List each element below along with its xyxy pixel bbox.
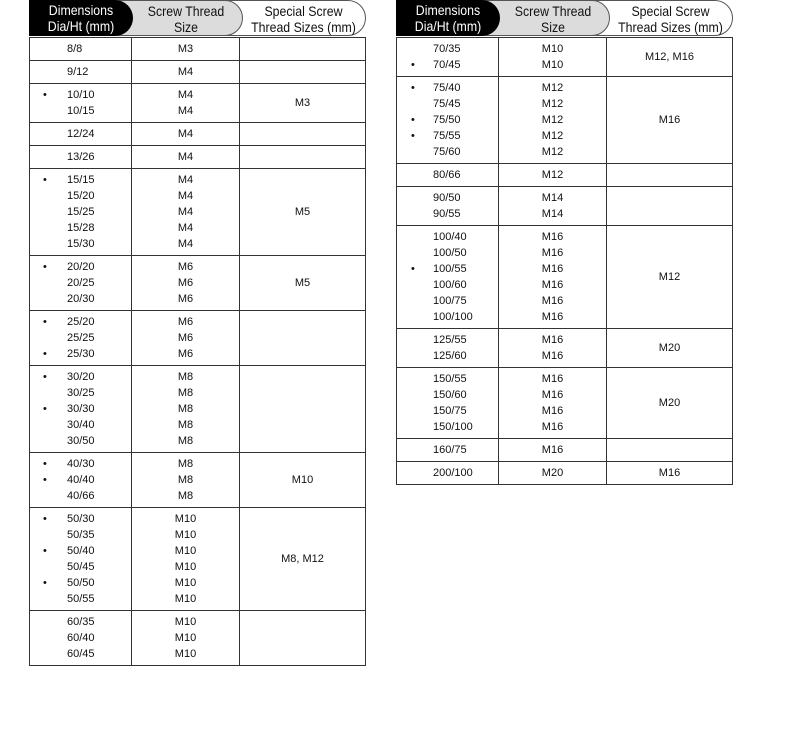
table-body (29, 37, 366, 666)
bullet-icon: • (43, 545, 47, 557)
thread-size-cell (132, 256, 240, 310)
special-thread-value: M16 (658, 114, 681, 126)
dimension-text: 30/20 (67, 371, 95, 383)
thread-size-value: M4 (177, 222, 194, 234)
dimension-text: 80/66 (433, 169, 461, 181)
special-thread-value: M16 (658, 467, 681, 479)
bullet-icon: • (411, 263, 415, 275)
dimension-value (397, 245, 498, 261)
thread-size-value: M8 (177, 490, 194, 502)
special-thread-value: M5 (294, 277, 311, 289)
special-thread-cell (607, 164, 732, 186)
dimension-text: 9/12 (67, 66, 89, 78)
dimension-value (397, 96, 498, 112)
dimension-text: 75/60 (433, 146, 461, 158)
dimension-value (30, 149, 131, 165)
dimension-cell (30, 453, 132, 507)
special-thread-value: M20 (658, 397, 681, 409)
thread-size-value: M16 (541, 405, 564, 417)
dimension-value (397, 112, 498, 128)
dimension-text: 40/30 (67, 458, 95, 470)
header-dimensions: Dimensions Dia/Ht (mm) (396, 0, 500, 36)
table-row-group (30, 255, 365, 310)
thread-size-cell (132, 453, 240, 507)
special-thread-cell (240, 169, 365, 255)
thread-size-value: M14 (541, 192, 564, 204)
dimension-text: 150/55 (433, 373, 467, 385)
dimension-text: 10/15 (67, 105, 95, 117)
dimension-value (30, 559, 131, 575)
special-thread-value: M10 (291, 474, 314, 486)
dimension-value (30, 275, 131, 291)
thread-size-value: M8 (177, 403, 194, 415)
dimension-text: 15/15 (67, 174, 95, 186)
dimension-value (30, 220, 131, 236)
bullet-icon: • (43, 261, 47, 273)
special-thread-cell (607, 77, 732, 163)
dimension-text: 125/55 (433, 334, 467, 346)
thread-size-value: M6 (177, 293, 194, 305)
dimension-text: 25/20 (67, 316, 95, 328)
dimension-value (397, 229, 498, 245)
bullet-icon: • (411, 82, 415, 94)
dimension-text: 70/35 (433, 43, 461, 55)
thread-size-value: M16 (541, 295, 564, 307)
dimension-value (397, 293, 498, 309)
dimension-value (30, 346, 131, 362)
thread-size-value: M4 (177, 89, 194, 101)
dimension-cell (397, 368, 499, 438)
thread-size-value: M10 (174, 648, 197, 660)
special-thread-cell (607, 187, 732, 225)
dimension-value (30, 401, 131, 417)
bullet-icon: • (43, 513, 47, 525)
thread-size-value: M16 (541, 389, 564, 401)
thread-size-value: M10 (174, 513, 197, 525)
thread-size-value: M12 (541, 82, 564, 94)
bullet-icon: • (43, 348, 47, 360)
dimension-value (30, 314, 131, 330)
header-special-thread-sizes: Special Screw Thread Sizes (mm) (592, 0, 733, 36)
dimension-value (397, 277, 498, 293)
dimension-value (30, 236, 131, 252)
thread-size-value: M4 (177, 128, 194, 140)
thread-size-cell (132, 611, 240, 665)
dimension-text: 125/60 (433, 350, 467, 362)
thread-size-value: M10 (541, 43, 564, 55)
thread-size-cell (132, 123, 240, 145)
thread-size-value: M4 (177, 105, 194, 117)
dimension-value (30, 433, 131, 449)
thread-size-value: M14 (541, 208, 564, 220)
thread-size-cell (132, 61, 240, 83)
dimension-value (397, 167, 498, 183)
header-dimensions: Dimensions Dia/Ht (mm) (29, 0, 133, 36)
bullet-icon: • (43, 89, 47, 101)
thread-size-value: M20 (541, 467, 564, 479)
dimension-text: 15/20 (67, 190, 95, 202)
dimension-cell (30, 508, 132, 610)
dimension-text: 100/50 (433, 247, 467, 259)
thread-size-cell (499, 368, 607, 438)
dimension-value (397, 442, 498, 458)
dimension-value (397, 371, 498, 387)
table-row-group (30, 507, 365, 610)
thread-size-value: M12 (541, 130, 564, 142)
bullet-icon: • (411, 59, 415, 71)
header-screw-thread-size: Screw Thread Size (482, 0, 610, 36)
thread-size-value: M12 (541, 169, 564, 181)
dimension-text: 50/55 (67, 593, 95, 605)
thread-size-value: M4 (177, 238, 194, 250)
dimension-text: 100/75 (433, 295, 467, 307)
dimension-text: 15/28 (67, 222, 95, 234)
dimension-text: 60/35 (67, 616, 95, 628)
dimension-cell (30, 256, 132, 310)
dimension-value (30, 488, 131, 504)
thread-size-value: M6 (177, 348, 194, 360)
thread-size-value: M6 (177, 277, 194, 289)
table-row-group (397, 438, 732, 461)
dimension-cell (30, 169, 132, 255)
thread-size-cell (132, 169, 240, 255)
dimension-text: 50/35 (67, 529, 95, 541)
table-row-group (397, 461, 732, 484)
dimension-value (397, 403, 498, 419)
thread-size-cell (499, 439, 607, 461)
thread-size-value: M10 (174, 545, 197, 557)
table-row-group (397, 186, 732, 225)
thread-size-cell (132, 38, 240, 60)
thread-size-value: M12 (541, 146, 564, 158)
thread-size-value: M10 (174, 561, 197, 573)
thread-size-value: M8 (177, 458, 194, 470)
dimension-text: 70/45 (433, 59, 461, 71)
dimension-text: 75/50 (433, 114, 461, 126)
thread-size-cell (499, 77, 607, 163)
thread-size-value: M10 (174, 616, 197, 628)
dimension-text: 15/25 (67, 206, 95, 218)
table-row-group (397, 367, 732, 438)
dimension-value (30, 646, 131, 662)
dimension-value (397, 419, 498, 435)
dimension-text: 50/50 (67, 577, 95, 589)
thread-size-value: M8 (177, 435, 194, 447)
thread-size-cell (132, 311, 240, 365)
dimension-text: 12/24 (67, 128, 95, 140)
table-row-group (30, 365, 365, 452)
thread-size-value: M16 (541, 444, 564, 456)
dimension-text: 25/30 (67, 348, 95, 360)
dimension-value (397, 465, 498, 481)
special-thread-cell (607, 462, 732, 484)
special-thread-cell (240, 84, 365, 122)
dimension-text: 75/40 (433, 82, 461, 94)
dimension-text: 75/55 (433, 130, 461, 142)
bullet-icon: • (411, 130, 415, 142)
dimension-value (397, 144, 498, 160)
dimension-value (397, 80, 498, 96)
dimension-cell (397, 439, 499, 461)
dimension-text: 30/50 (67, 435, 95, 447)
thread-size-value: M16 (541, 350, 564, 362)
dimension-text: 13/26 (67, 151, 95, 163)
special-thread-cell (607, 439, 732, 461)
dimension-cell (397, 329, 499, 367)
dimension-text: 75/45 (433, 98, 461, 110)
special-thread-value: M12 (658, 271, 681, 283)
thread-size-value: M10 (174, 593, 197, 605)
dimension-text: 40/40 (67, 474, 95, 486)
dimension-cell (397, 164, 499, 186)
table-row-group (30, 122, 365, 145)
dimension-cell (30, 611, 132, 665)
dimension-text: 20/25 (67, 277, 95, 289)
thread-size-cell (499, 329, 607, 367)
dimension-text: 8/8 (67, 43, 83, 55)
special-thread-value: M8, M12 (281, 553, 324, 565)
special-thread-cell (240, 123, 365, 145)
dimension-cell (397, 187, 499, 225)
thread-size-value: M8 (177, 371, 194, 383)
table-row-group (30, 168, 365, 255)
dimension-cell (397, 462, 499, 484)
dimension-text: 60/45 (67, 648, 95, 660)
special-thread-cell (607, 226, 732, 328)
special-thread-cell (607, 368, 732, 438)
dimension-cell (30, 61, 132, 83)
special-thread-cell (240, 366, 365, 452)
thread-size-value: M16 (541, 334, 564, 346)
dimension-text: 50/30 (67, 513, 95, 525)
thread-size-value: M12 (541, 98, 564, 110)
header-special-thread-sizes: Special Screw Thread Sizes (mm) (225, 0, 366, 36)
dimension-cell (397, 226, 499, 328)
special-thread-cell (240, 453, 365, 507)
dimension-text: 50/40 (67, 545, 95, 557)
bullet-icon: • (43, 174, 47, 186)
dimension-value (397, 348, 498, 364)
dimension-value (30, 417, 131, 433)
thread-size-value: M4 (177, 174, 194, 186)
thread-size-cell (499, 187, 607, 225)
dimension-cell (30, 38, 132, 60)
thread-size-cell (499, 226, 607, 328)
table-row-group (30, 310, 365, 365)
dimension-text: 160/75 (433, 444, 467, 456)
dimension-cell (30, 146, 132, 168)
special-thread-value: M3 (294, 97, 311, 109)
dimension-value (397, 128, 498, 144)
thread-size-value: M6 (177, 332, 194, 344)
thread-size-value: M16 (541, 311, 564, 323)
dimension-text: 90/55 (433, 208, 461, 220)
thread-size-value: M16 (541, 231, 564, 243)
special-thread-cell (240, 38, 365, 60)
dimension-value (30, 259, 131, 275)
thread-size-value: M3 (177, 43, 194, 55)
table-row-group (30, 452, 365, 507)
dimension-text: 150/75 (433, 405, 467, 417)
dimension-text: 200/100 (433, 467, 473, 479)
thread-size-cell (499, 462, 607, 484)
dimension-value (397, 206, 498, 222)
thread-size-value: M8 (177, 474, 194, 486)
special-thread-value: M20 (658, 342, 681, 354)
dimension-value (397, 332, 498, 348)
thread-size-cell (132, 366, 240, 452)
table-row-group (397, 328, 732, 367)
dimension-value (30, 575, 131, 591)
thread-size-cell (132, 508, 240, 610)
thread-size-value: M6 (177, 316, 194, 328)
header-screw-thread-size: Screw Thread Size (115, 0, 243, 36)
bullet-icon: • (411, 114, 415, 126)
dimension-value (30, 103, 131, 119)
thread-size-value: M16 (541, 421, 564, 433)
thread-size-value: M10 (174, 529, 197, 541)
dimension-value (30, 87, 131, 103)
special-thread-cell (240, 256, 365, 310)
dimension-cell (30, 311, 132, 365)
dimension-cell (30, 366, 132, 452)
dimension-value (397, 190, 498, 206)
dimension-value (397, 41, 498, 57)
dimension-value (30, 543, 131, 559)
dimension-value (397, 261, 498, 277)
dimension-value (30, 527, 131, 543)
thread-size-cell (132, 84, 240, 122)
table-header (29, 0, 366, 37)
dimension-value (30, 472, 131, 488)
dimension-text: 100/100 (433, 311, 473, 323)
table-row-group (30, 610, 365, 665)
dimension-cell (397, 38, 499, 76)
dimension-cell (30, 84, 132, 122)
thread-size-value: M4 (177, 206, 194, 218)
special-thread-value: M12, M16 (645, 51, 694, 63)
table-row-group (397, 225, 732, 328)
thread-size-value: M4 (177, 151, 194, 163)
thread-size-value: M16 (541, 263, 564, 275)
dimension-text: 15/30 (67, 238, 95, 250)
table-row-group (30, 145, 365, 168)
dimension-value (30, 591, 131, 607)
special-thread-cell (607, 329, 732, 367)
table-row-group (397, 76, 732, 163)
bullet-icon: • (43, 403, 47, 415)
dimension-value (397, 57, 498, 73)
thread-size-value: M6 (177, 261, 194, 273)
thread-size-value: M16 (541, 373, 564, 385)
dimension-text: 30/25 (67, 387, 95, 399)
dimension-value (30, 630, 131, 646)
table-row-group (30, 37, 365, 60)
dimension-text: 150/100 (433, 421, 473, 433)
table-body (396, 37, 733, 485)
dimension-text: 20/30 (67, 293, 95, 305)
special-thread-cell (240, 611, 365, 665)
dimension-cell (397, 77, 499, 163)
dimension-text: 60/40 (67, 632, 95, 644)
thread-size-value: M10 (174, 577, 197, 589)
special-thread-cell (240, 61, 365, 83)
thread-table-left (29, 0, 366, 666)
table-header (396, 0, 733, 37)
thread-size-value: M16 (541, 279, 564, 291)
dimension-text: 150/60 (433, 389, 467, 401)
dimension-value (30, 614, 131, 630)
dimension-value (30, 126, 131, 142)
thread-table-right (396, 0, 733, 485)
dimension-text: 10/10 (67, 89, 95, 101)
dimension-text: 100/40 (433, 231, 467, 243)
dimension-text: 100/55 (433, 263, 467, 275)
thread-size-value: M10 (174, 632, 197, 644)
bullet-icon: • (43, 474, 47, 486)
table-row-group (30, 83, 365, 122)
dimension-text: 40/66 (67, 490, 95, 502)
bullet-icon: • (43, 316, 47, 328)
special-thread-cell (240, 146, 365, 168)
thread-size-value: M12 (541, 114, 564, 126)
thread-size-value: M10 (541, 59, 564, 71)
dimension-value (397, 309, 498, 325)
dimension-value (30, 41, 131, 57)
dimension-value (30, 172, 131, 188)
special-thread-cell (240, 311, 365, 365)
thread-size-cell (499, 38, 607, 76)
dimension-text: 30/40 (67, 419, 95, 431)
thread-size-value: M16 (541, 247, 564, 259)
thread-size-value: M4 (177, 66, 194, 78)
dimension-value (397, 387, 498, 403)
table-row-group (30, 60, 365, 83)
table-row-group (397, 37, 732, 76)
dimension-text: 25/25 (67, 332, 95, 344)
dimension-value (30, 369, 131, 385)
dimension-text: 90/50 (433, 192, 461, 204)
dimension-text: 50/45 (67, 561, 95, 573)
special-thread-value: M5 (294, 206, 311, 218)
bullet-icon: • (43, 371, 47, 383)
dimension-value (30, 204, 131, 220)
dimension-value (30, 64, 131, 80)
dimension-value (30, 456, 131, 472)
dimension-value (30, 188, 131, 204)
thread-size-value: M4 (177, 190, 194, 202)
dimension-value (30, 291, 131, 307)
special-thread-cell (607, 38, 732, 76)
table-row-group (397, 163, 732, 186)
thread-size-value: M8 (177, 419, 194, 431)
thread-size-cell (499, 164, 607, 186)
dimension-cell (30, 123, 132, 145)
special-thread-cell (240, 508, 365, 610)
dimension-text: 30/30 (67, 403, 95, 415)
dimension-text: 100/60 (433, 279, 467, 291)
dimension-text: 20/20 (67, 261, 95, 273)
bullet-icon: • (43, 458, 47, 470)
dimension-value (30, 385, 131, 401)
bullet-icon: • (43, 577, 47, 589)
thread-size-cell (132, 146, 240, 168)
dimension-value (30, 330, 131, 346)
thread-size-value: M8 (177, 387, 194, 399)
dimension-value (30, 511, 131, 527)
